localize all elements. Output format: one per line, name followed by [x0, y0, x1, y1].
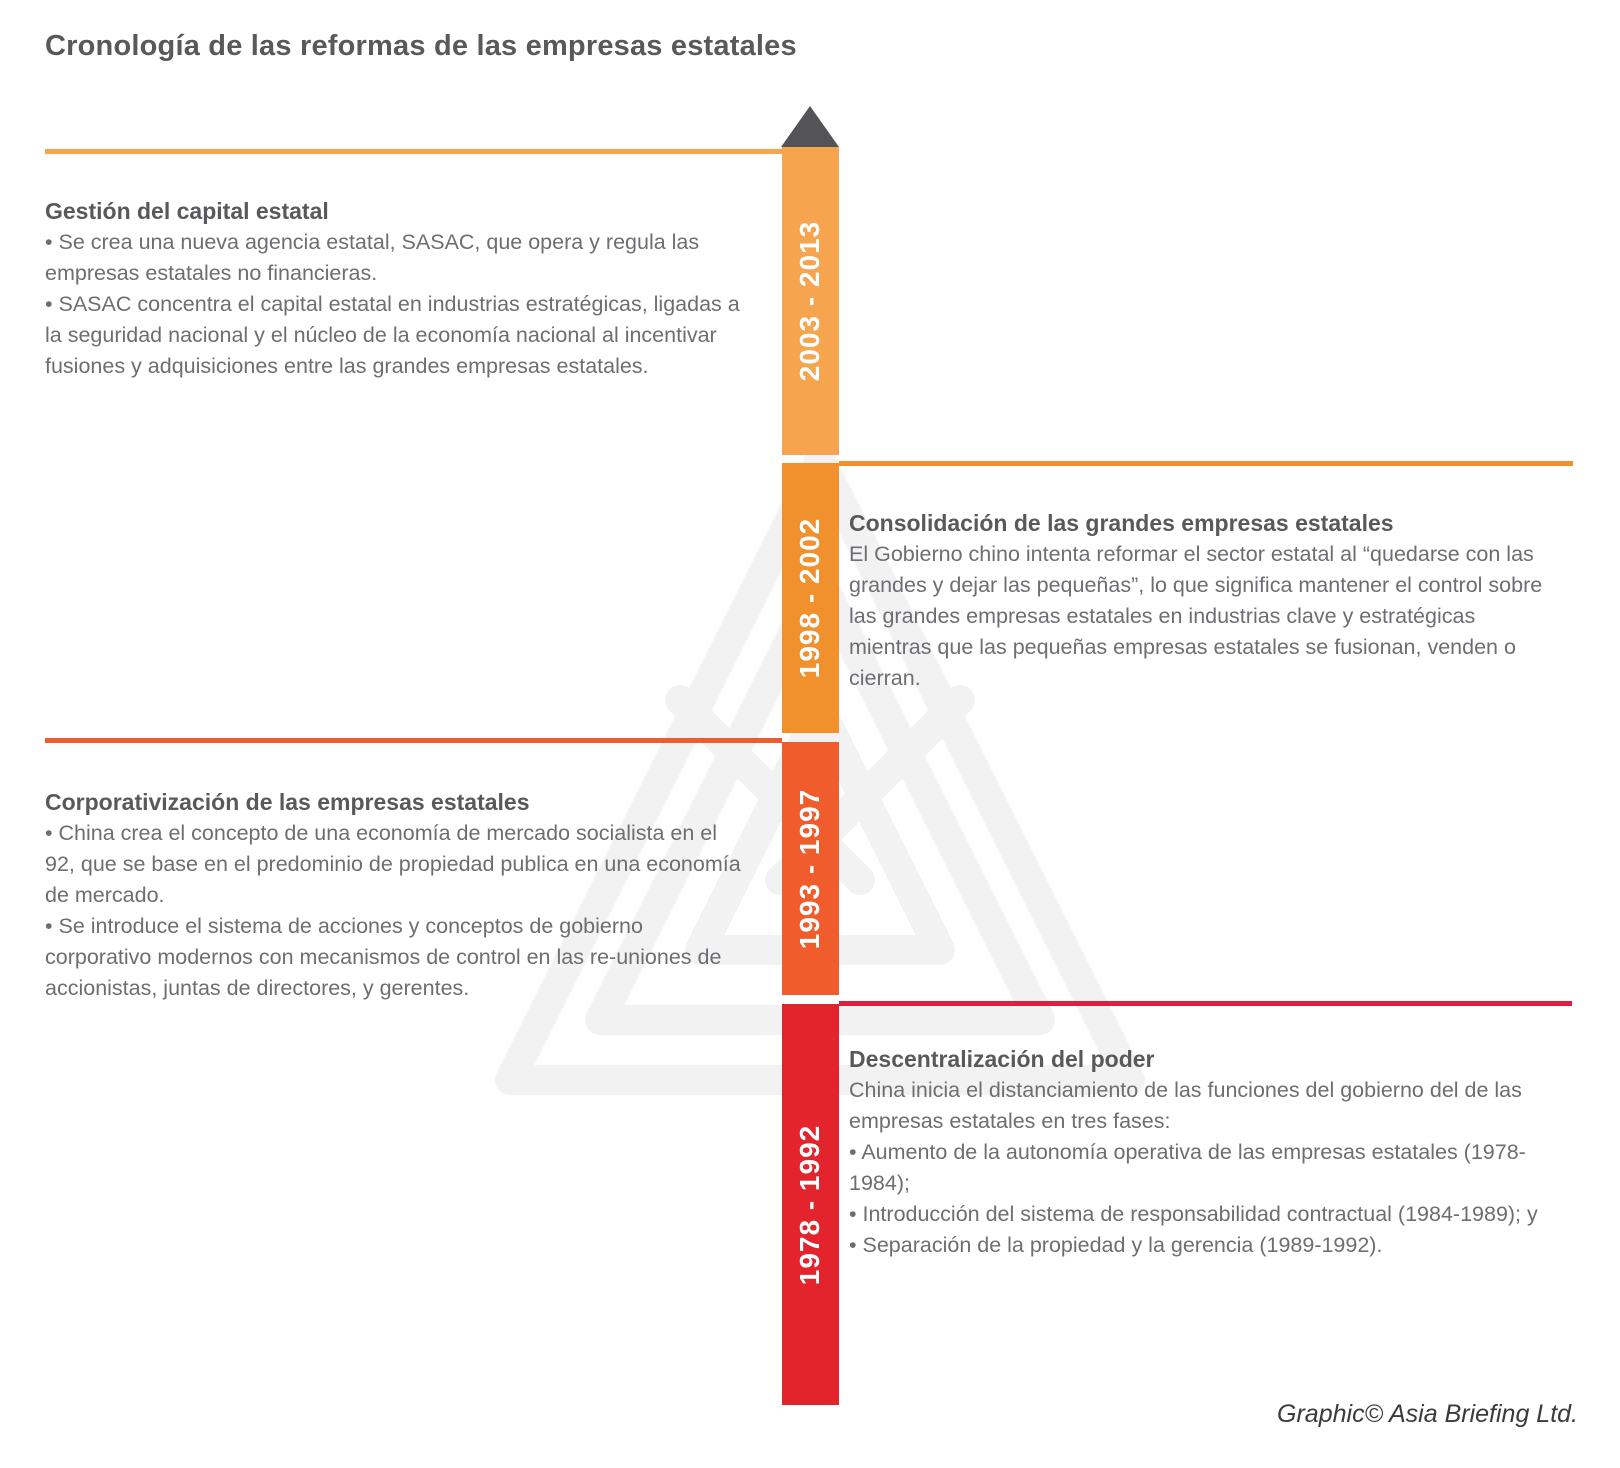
block-heading: Gestión del capital estatal — [45, 198, 329, 224]
page-title: Cronología de las reformas de las empresas estatales — [45, 30, 797, 62]
block-paragraph: • Separación de la propiedad y la gerencia (1989-1992). — [849, 1233, 1383, 1257]
timeline-segment-1998-2002 — [782, 463, 839, 733]
timeline-segment-1978-1992 — [782, 1004, 839, 1405]
segment-year-label: 1993 - 1997 — [794, 788, 826, 949]
connector-line-1993-1997 — [45, 738, 782, 743]
block-paragraph: El Gobierno chino intenta reformar el sector estatal al “quedarse con las grandes y dejar las pequeñas”, lo que significa mantener el control sobre las grandes empresas estatales en industrias clave y estratégicas mientras que las pequeñas empresas estatales se fusionan, venden o cierran. — [849, 542, 1543, 690]
block-heading: Consolidación de las grandes empresas estatales — [849, 510, 1394, 536]
block-paragraph: • China crea el concepto de una economía de mercado socialista en el 92, que se base en el predominio de propiedad publica en una economía de mercado. — [45, 821, 741, 907]
block-heading: Corporativización de las empresas estatales — [45, 789, 530, 815]
block-corporativizacion-empresas — [45, 787, 751, 1004]
segment-year-label: 2003 - 2013 — [794, 220, 826, 382]
block-paragraph: China inicia el distanciamiento de las funciones del gobierno del de las empresas estatales en tres fases: — [849, 1078, 1522, 1133]
block-paragraph: • Introducción del sistema de responsabilidad contractual (1984-1989); y — [849, 1202, 1538, 1226]
connector-line-1998-2002 — [839, 461, 1573, 466]
block-paragraph: • SASAC concentra el capital estatal en industrias estratégicas, ligadas a la seguridad nacional y el núcleo de la economía nacional al incentivar fusiones y adquisiciones entre las grandes empresas estatales. — [45, 292, 740, 378]
block-gestion-del-capital-estatal — [45, 196, 751, 382]
segment-year-label: 1998 - 2002 — [794, 517, 826, 679]
connector-line-1978-1992 — [839, 1001, 1572, 1006]
connector-line-2003-2013 — [45, 149, 782, 154]
block-consolidacion-grandes-empresas — [849, 508, 1563, 694]
block-paragraph: • Aumento de la autonomía operativa de las empresas estatales (1978-1984); — [849, 1140, 1526, 1195]
block-paragraph: • Se introduce el sistema de acciones y conceptos de gobierno corporativo modernos con mecanismos de control en las re-uniones de accionistas, juntas de directores, y gerentes. — [45, 914, 722, 1000]
segment-year-label: 1978 - 1992 — [794, 1124, 826, 1285]
block-heading: Descentralización del poder — [849, 1046, 1155, 1072]
block-paragraph: • Se crea una nueva agencia estatal, SASAC, que opera y regula las empresas estatales no financieras. — [45, 230, 700, 285]
timeline-arrow-up-icon — [781, 106, 839, 147]
timeline-segment-2003-2013 — [782, 147, 839, 455]
credit-text: Graphic© Asia Briefing Ltd. — [1277, 1400, 1578, 1428]
block-descentralizacion-del-poder — [849, 1044, 1565, 1261]
timeline-segment-1993-1997 — [782, 742, 839, 995]
